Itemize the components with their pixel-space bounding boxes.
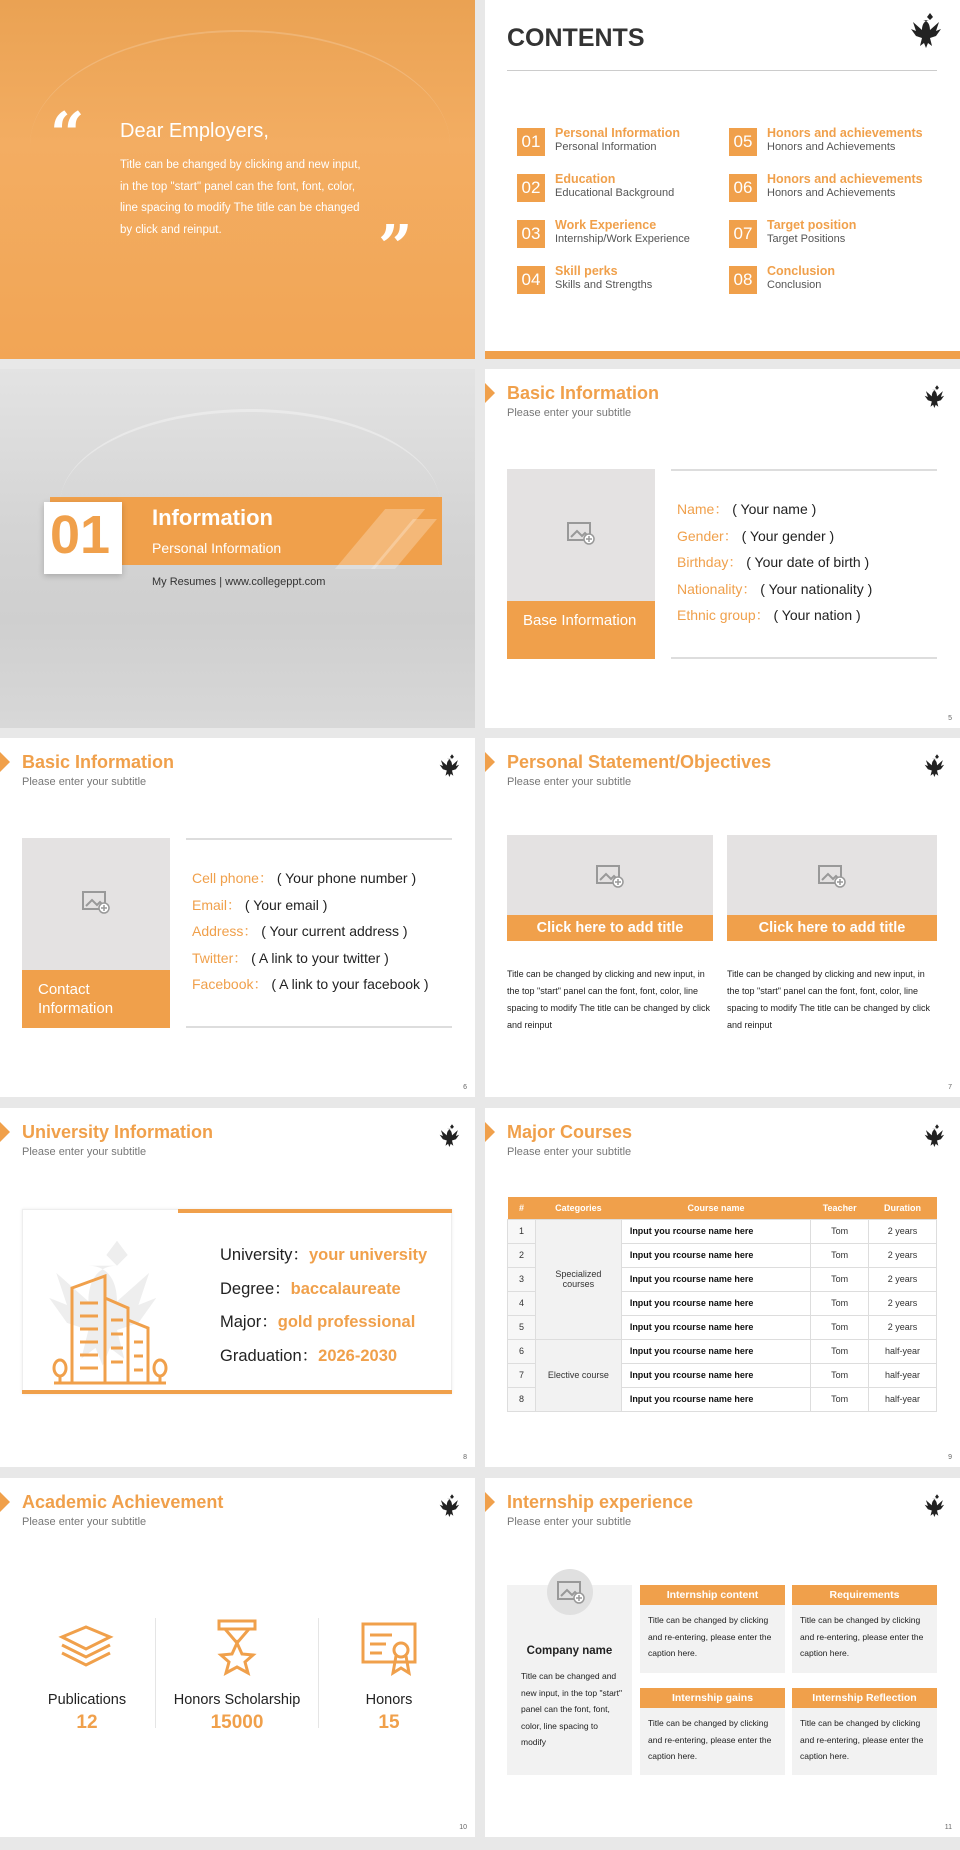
personal-fields [677,496,872,629]
box-body: Title can be changed by clicking and re-entering, please enter the caption here. [792,1708,937,1775]
duration-cell: 2 years [869,1291,937,1315]
company-text: Title can be changed and new input, in the top "start" panel can the font, font, color, line spacing to modify [521,1671,623,1747]
contents-item-sub: Honors and Achievements [767,187,896,199]
stat-label: Honors Scholarship [173,1692,301,1708]
contents-number: 05 [729,128,757,156]
contents-item[interactable] [729,218,939,252]
box-header: Internship content [640,1585,785,1605]
row-number: 2 [508,1243,536,1267]
teacher-cell: Tom [811,1267,869,1291]
box-body: Title can be changed by clicking and re-entering, please enter the caption here. [640,1708,785,1775]
contents-item[interactable] [517,172,727,206]
course-name-cell[interactable]: Input you rcourse name here [621,1219,810,1243]
title-arrow-icon [0,1492,10,1512]
eagle-logo-icon [910,10,950,52]
buildings-icon [50,1258,170,1388]
slide-subtitle: Please enter your subtitle [507,407,632,419]
contents-item-title: Personal Information [555,126,681,140]
slide-university-information [0,1108,475,1467]
image-placeholder-icon [557,1580,585,1604]
slide-academic-achievement [0,1478,475,1837]
page-number: 9 [948,1454,952,1461]
col-header: Categories [555,1202,602,1213]
field-value[interactable]: ( Your current address ) [261,923,408,939]
fields-bottom-line [186,1026,452,1028]
contents-item-sub: Target Positions [767,233,846,245]
stat-divider [155,1618,156,1728]
slide-subtitle: Please enter your subtitle [22,776,147,788]
field-value[interactable]: ( Your email ) [244,896,328,913]
stat-value: 15000 [210,1712,264,1733]
field-value[interactable]: ( Your nation ) [773,607,861,623]
col-header: Course name [687,1202,745,1213]
duration-cell: half-year [869,1387,937,1411]
row-number: 7 [508,1363,536,1387]
duration-cell: 2 years [869,1315,937,1339]
row-number: 1 [508,1219,536,1243]
page-number: 6 [463,1084,467,1091]
teacher-cell: Tom [811,1363,869,1387]
info-field [192,865,429,892]
box-body: Title can be changed by clicking and re-entering, please enter the caption here. [792,1605,937,1673]
info-field [677,602,872,629]
slide-major-courses [485,1108,960,1467]
box-header: Requirements [792,1585,937,1605]
slide-title: Academic Achievement [22,1492,224,1512]
teacher-cell: Tom [811,1315,869,1339]
slide-section-information [0,369,475,728]
base-information-label: Base Information [507,601,655,659]
info-field [192,918,429,945]
info-field [192,945,429,972]
stat-value: 15 [378,1712,400,1733]
field-key: Birthday： [677,554,743,570]
duration-cell: half-year [869,1363,937,1387]
open-quote-icon: “ [50,100,85,170]
row-number: 6 [508,1339,536,1363]
course-name-cell[interactable]: Input you rcourse name here [621,1339,810,1363]
slide-title: Basic Information [22,752,175,772]
contents-item-title: Education [555,172,616,186]
contents-divider [507,70,937,71]
row-key: Major： [220,1313,278,1331]
info-field [677,576,872,603]
page-number: 7 [948,1084,952,1091]
page-number: 10 [459,1824,467,1831]
title-arrow-icon [0,1122,10,1142]
duration-cell: 2 years [869,1219,937,1243]
row-key: Degree： [220,1279,291,1298]
slide-title: Personal Statement/Objectives [507,752,772,772]
course-name-cell[interactable]: Input you rcourse name here [621,1363,810,1387]
page-number: 11 [944,1824,952,1831]
col-header: # [518,1202,524,1213]
contents-number: 06 [729,174,757,202]
course-name-cell[interactable]: Input you rcourse name here [621,1267,810,1291]
contents-item[interactable] [729,126,939,160]
field-key: Facebook： [192,976,268,992]
info-field [677,496,872,523]
contents-title: CONTENTS [507,24,645,52]
fields-top-line [671,469,937,471]
contents-item[interactable] [517,126,727,160]
course-name-cell[interactable]: Input you rcourse name here [621,1387,810,1411]
slide-subtitle: Please enter your subtitle [22,1146,147,1158]
contents-bottom-bar [485,351,960,359]
duration-cell: half-year [869,1339,937,1363]
slide-title: Internship experience [507,1492,694,1512]
slide-contact-information [0,738,475,1097]
course-name-cell[interactable]: Input you rcourse name here [621,1291,810,1315]
certificate-icon [360,1621,418,1679]
title-arrow-icon [485,1122,495,1142]
slide-subtitle: Please enter your subtitle [507,1516,632,1528]
row-value[interactable]: 2026-2030 [318,1346,398,1365]
contents-item-title: Skill perks [555,264,618,278]
stat-label: Honors [365,1692,413,1708]
slide-title: Basic Information [507,383,660,403]
col-header: Teacher [822,1202,857,1213]
courses-table [507,1197,937,1412]
contents-item[interactable] [517,264,727,298]
field-value[interactable]: ( Your gender ) [741,527,835,544]
info-field [677,523,872,550]
duration-cell: 2 years [869,1267,937,1291]
medal-star-icon [215,1618,259,1678]
eagle-logo-icon [924,383,950,411]
contents-number: 01 [517,128,545,156]
category-cell: Specialized courses [535,1219,621,1339]
field-key: Twitter： [192,949,248,966]
row-number: 4 [508,1291,536,1315]
contents-number: 04 [517,266,545,294]
field-key: Nationality： [677,580,757,597]
col-header: Duration [884,1202,922,1213]
university-row [220,1239,427,1273]
contact-fields [192,865,429,998]
card-top-bar [178,1209,452,1213]
image-placeholder-icon [82,890,110,914]
card-bottom-bar [22,1390,452,1394]
slide-contents [485,0,960,359]
stat-value: 12 [76,1712,98,1733]
field-key: Gender： [677,527,738,544]
row-value[interactable]: baccalaureate [290,1279,401,1298]
title-arrow-icon [485,383,495,403]
field-key: Address： [192,923,258,939]
duration-cell: 2 years [869,1243,937,1267]
eagle-logo-icon [439,1122,465,1150]
eagle-logo-icon [439,752,465,780]
slide1-heading: Dear Employers, [120,120,269,142]
image-placeholder-icon [567,521,595,545]
stat-label: Publications [47,1692,127,1708]
section-number: 01 [50,505,111,565]
contents-number: 08 [729,266,757,294]
contents-item-title: Honors and achievements [767,126,923,140]
field-value[interactable]: ( A link to your facebook ) [271,976,429,992]
contents-item-title: Conclusion [767,264,836,278]
image-placeholder-icon [596,864,624,888]
close-quote-icon: ” [378,213,413,283]
row-key: Graduation： [220,1346,319,1365]
table-header-row [508,1197,937,1219]
title-arrow-icon [485,1492,495,1512]
info-field [192,892,429,919]
page-number: 5 [948,715,952,722]
slide-title: University Information [22,1122,214,1142]
contents-item-title: Honors and achievements [767,172,923,186]
contents-item[interactable] [517,218,727,252]
section-subtitle: Personal Information [152,540,282,556]
contents-item-sub: Educational Background [555,187,675,199]
card-title-button[interactable]: Click here to add title [727,915,937,941]
field-value[interactable]: ( Your name ) [732,501,817,517]
contents-item-sub: Internship/Work Experience [555,233,690,245]
box-header: Internship gains [640,1688,785,1708]
field-key: Name： [677,501,729,517]
teacher-cell: Tom [811,1219,869,1243]
row-number: 8 [508,1387,536,1411]
section-title: Information [152,505,273,530]
contents-item-sub: Honors and Achievements [767,141,896,153]
course-name-cell[interactable]: Input you rcourse name here [621,1315,810,1339]
field-key: Email： [192,896,242,913]
university-row [220,1306,427,1340]
info-field [677,549,872,576]
card-title-button[interactable]: Click here to add title [507,915,713,941]
field-value[interactable]: ( Your date of birth ) [746,554,870,570]
teacher-cell: Tom [811,1291,869,1315]
contents-item-sub: Conclusion [767,279,822,291]
page-number: 8 [463,1454,467,1461]
contents-number: 07 [729,220,757,248]
teacher-cell: Tom [811,1339,869,1363]
eagle-logo-icon [924,1122,950,1150]
title-arrow-icon [0,752,10,772]
row-value[interactable]: gold professional [277,1313,416,1331]
teacher-cell: Tom [811,1387,869,1411]
slide-personal-statement [485,738,960,1097]
slide1-body: Title can be changed by clicking and new input, in the top "start" panel can the font, font, color, line spacing to modify The title can be changed by click and reinput. [120,159,361,236]
row-number: 3 [508,1267,536,1291]
card-text: Title can be changed by clicking and new input, in the top "start" panel can the font, font, color, line spacing to modify The title can be changed by click and reinput [727,969,930,1030]
row-key: University： [220,1246,309,1264]
image-placeholder-icon [818,864,846,888]
teacher-cell: Tom [811,1243,869,1267]
field-key: Cell phone： [192,870,273,886]
category-cell: Elective course [535,1339,621,1411]
contents-number: 02 [517,174,545,202]
field-key: Ethnic group： [677,607,770,623]
title-arrow-icon [485,752,495,772]
field-value[interactable]: ( Your nationality ) [760,580,873,597]
contact-information-label: Contact Information [22,970,170,1028]
table-row [508,1219,937,1243]
contents-item-sub: Personal Information [555,141,657,153]
books-icon [58,1623,114,1673]
table-row [508,1339,937,1363]
contents-item-sub: Skills and Strengths [555,279,653,291]
university-rows [220,1239,427,1373]
slide-subtitle: Please enter your subtitle [22,1516,147,1528]
company-name: Company name [526,1645,613,1657]
eagle-logo-icon [924,1492,950,1520]
university-row [220,1340,427,1374]
box-body: Title can be changed by clicking and re-entering, please enter the caption here. [640,1605,785,1673]
contents-item-title: Target position [767,218,857,232]
field-value[interactable]: ( A link to your twitter ) [251,949,389,966]
slide-title: Major Courses [507,1122,633,1142]
eagle-logo-icon [439,1492,465,1520]
contents-number: 03 [517,220,545,248]
course-name-cell[interactable]: Input you rcourse name here [621,1243,810,1267]
section-footer: My Resumes | www.collegeppt.com [152,576,326,588]
contents-item[interactable] [729,264,939,298]
slide-subtitle: Please enter your subtitle [507,776,632,788]
row-number: 5 [508,1315,536,1339]
row-value[interactable]: your university [308,1246,428,1264]
card-text: Title can be changed by clicking and new input, in the top "start" panel can the font, font, color, line spacing to modify The title can be changed by click and reinput [507,969,710,1030]
contents-item[interactable] [729,172,939,206]
slide-basic-information [485,369,960,728]
info-field [192,971,429,998]
fields-top-line [186,838,452,840]
box-header: Internship Reflection [792,1688,937,1708]
contents-item-title: Work Experience [555,218,657,232]
field-value[interactable]: ( Your phone number ) [276,870,417,886]
slide-dear-employers [0,0,475,359]
eagle-logo-icon [924,752,950,780]
university-row [220,1273,427,1307]
fields-bottom-line [671,657,937,659]
slide-internship-experience [485,1478,960,1837]
slide-subtitle: Please enter your subtitle [507,1146,632,1158]
